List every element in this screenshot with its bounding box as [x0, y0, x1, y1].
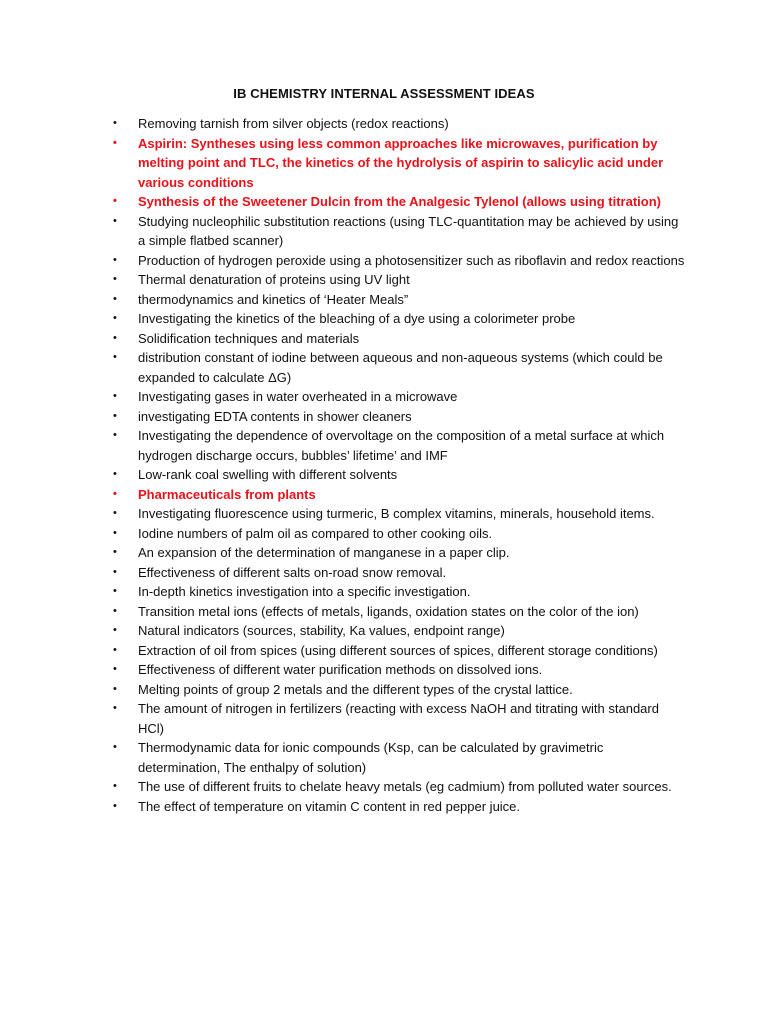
- list-item: [110, 641, 685, 661]
- bullet-icon: •: [113, 526, 117, 539]
- list-item: [110, 543, 685, 563]
- bullet-icon: •: [113, 409, 117, 422]
- list-item: [110, 738, 685, 777]
- list-item: [110, 660, 685, 680]
- list-item-text: Iodine numbers of palm oil as compared to other cooking oils.: [138, 525, 493, 541]
- list-item: [110, 699, 685, 738]
- list-item: [110, 290, 685, 310]
- list-item: [110, 387, 685, 407]
- list-item: [110, 329, 685, 349]
- list-item: [110, 504, 685, 524]
- list-item-text: Transition metal ions (effects of metals, ligands, oxidation states on the color of the ion): [138, 603, 639, 619]
- bullet-icon: •: [113, 468, 117, 480]
- list-item: [110, 212, 685, 251]
- list-item-text: Removing tarnish from silver objects (redox reactions): [138, 116, 449, 131]
- bullet-icon: •: [113, 682, 117, 695]
- list-item-text: Low-rank coal swelling with different solvents: [138, 467, 398, 482]
- list-item-text: Natural indicators (sources, stability, Ka values, endpoint range): [138, 623, 505, 638]
- list-item-text: Investigating fluorescence using turmeric, B complex vitamins, minerals, household items.: [138, 506, 655, 521]
- list-item: [110, 426, 685, 465]
- list-item-text: Effectiveness of different water purification methods on dissolved ions.: [138, 662, 543, 677]
- list-item-text: distribution constant of iodine between aqueous and non-aqueous systems (which could be expanded to calculate ΔG): [138, 350, 663, 385]
- list-item-text: Thermal denaturation of proteins using UV light: [138, 272, 410, 287]
- page-title: IB CHEMISTRY INTERNAL ASSESSMENT IDEAS: [233, 86, 535, 101]
- bullet-icon: •: [113, 214, 117, 227]
- list-item: [110, 563, 685, 583]
- list-item: [110, 680, 685, 700]
- list-item: [110, 602, 685, 622]
- list-item: [110, 797, 685, 817]
- list-item-text: Extraction of oil from spices (using different sources of spices, different storage conditions): [138, 642, 658, 658]
- bullet-icon: •: [113, 351, 117, 363]
- list-item-text: The use of different fruits to chelate heavy metals (eg cadmium) from polluted water sources.: [138, 779, 672, 794]
- bullet-icon: •: [113, 507, 117, 519]
- list-item: [110, 777, 685, 797]
- bullet-icon: •: [113, 585, 117, 597]
- list-item-text: Investigating gases in water overheated in a microwave: [138, 389, 458, 404]
- list-item: [110, 134, 685, 193]
- bullet-icon: •: [113, 273, 117, 285]
- list-item-text: Investigating the dependence of overvoltage on the composition of a metal surface at which hydrogen discharge occurs, bubbles’ lifetime’ and IMF: [138, 428, 665, 463]
- list-item-text: The amount of nitrogen in fertilizers (reacting with excess NaOH and titrating with standard HCl): [138, 701, 659, 736]
- bullet-icon: •: [113, 331, 117, 344]
- bullet-icon: •: [113, 546, 117, 558]
- bullet-icon: •: [113, 624, 117, 636]
- list-item-text: Solidification techniques and materials: [138, 330, 360, 346]
- bullet-icon: •: [113, 487, 117, 500]
- list-item: [110, 114, 685, 134]
- list-item-text: Investigating the kinetics of the bleaching of a dye using a colorimeter probe: [138, 311, 576, 326]
- list-item-text: thermodynamics and kinetics of ‘Heater Meals”: [138, 291, 409, 307]
- list-item: [110, 465, 685, 485]
- list-item: [110, 485, 685, 505]
- bullet-icon: •: [113, 195, 117, 207]
- list-item: [110, 192, 685, 212]
- bullet-icon: •: [113, 799, 117, 812]
- bullet-icon: •: [113, 643, 117, 656]
- bullet-icon: •: [113, 253, 117, 266]
- list-item: [110, 524, 685, 544]
- list-item: [110, 621, 685, 641]
- list-item-text: Melting points of group 2 metals and the different types of the crystal lattice.: [138, 681, 573, 697]
- bullet-icon: •: [113, 565, 117, 578]
- bullet-icon: •: [113, 312, 117, 324]
- list-item-text: An expansion of the determination of manganese in a paper clip.: [138, 545, 510, 560]
- list-item-text: Aspirin: Syntheses using less common approaches like microwaves, purification by melting point and TLC, the kinetics of the hydrolysis of aspirin to salicylic acid under various conditions: [138, 135, 664, 190]
- bullet-icon: •: [113, 604, 117, 617]
- list-item-text: Synthesis of the Sweetener Dulcin from the Analgesic Tylenol (allows using titration): [138, 194, 661, 209]
- bullet-icon: •: [113, 390, 117, 402]
- list-item: [110, 309, 685, 329]
- list-item-text: The effect of temperature on vitamin C content in red pepper juice.: [138, 798, 521, 814]
- list-item: [110, 348, 685, 387]
- bullet-icon: •: [113, 117, 117, 129]
- list-item-text: Pharmaceuticals from plants: [138, 486, 316, 502]
- list-item: [110, 270, 685, 290]
- list-item-text: Production of hydrogen peroxide using a photosensitizer such as riboflavin and redox reactions: [138, 252, 685, 268]
- bullet-icon: •: [113, 741, 117, 753]
- bullet-icon: •: [113, 292, 117, 305]
- list-item-text: In-depth kinetics investigation into a specific investigation.: [138, 584, 471, 599]
- list-item: [110, 251, 685, 271]
- list-item-text: Studying nucleophilic substitution reactions (using TLC-quantitation may be achieved by using a simple flatbed scanner): [138, 213, 679, 248]
- bullet-icon: •: [113, 663, 117, 675]
- bullet-icon: •: [113, 702, 117, 714]
- bullet-icon: •: [113, 136, 117, 149]
- bullet-icon: •: [113, 780, 117, 792]
- list-item-text: investigating EDTA contents in shower cleaners: [138, 408, 412, 424]
- list-item: [110, 582, 685, 602]
- list-item-text: Effectiveness of different salts on-road snow removal.: [138, 564, 447, 580]
- bullet-icon: •: [113, 429, 117, 441]
- ideas-list: [110, 114, 685, 816]
- list-item: [110, 407, 685, 427]
- list-item-text: Thermodynamic data for ionic compounds (Ksp, can be calculated by gravimetric determination, The enthalpy of solution): [138, 740, 604, 775]
